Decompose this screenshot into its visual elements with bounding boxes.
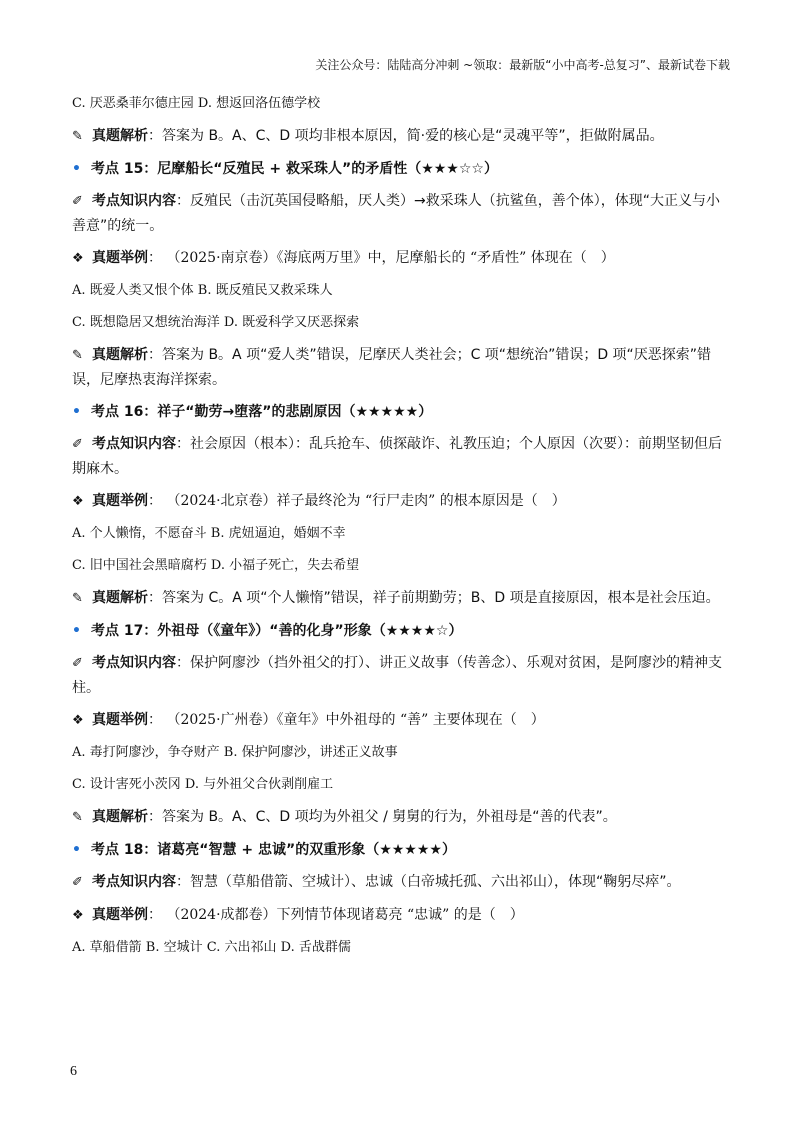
topic-17-example: ❖ 真题举例： （2025·广州卷）《童年》中外祖母的 “善” 主要体现在（ ） [72,708,732,733]
pencil-icon: ✎ [72,129,83,144]
diamond-bullet-icon: ❖ [72,251,84,266]
topic-17-analysis: ✎ 真题解析：答案为 B。A、C、D 项均为外祖父 / 舅舅的行为，外祖母是“善的代表”。 [72,805,732,830]
topic-15-options-2: C. 既想隐居又想统治海洋 D. 既爱科学又厌恶探索 [72,315,360,330]
topic-16-options-1: A. 个人懒惰，不愿奋斗 B. 虎妞逼迫，婚姻不幸 [72,526,346,541]
topic-15-title: • 考点 15：尼摩船长“反殖民 + 救采珠人”的矛盾性（★★★☆☆） [72,161,498,177]
pencil-writing-icon: ✐ [72,437,83,452]
topic-15-example: ❖ 真题举例： （2025·南京卷）《海底两万里》中，尼摩船长的 “矛盾性” 体现在（ ） [72,246,732,271]
diamond-bullet-icon: ❖ [72,713,84,728]
topic-17-knowledge: ✐ 考点知识内容：保护阿廖沙（挡外祖父的打）、讲正义故事（传善念）、乐观对贫困，是阿廖沙的精神支柱。 [72,651,732,700]
prev-options: C. 厌恶桑菲尔德庄园 D. 想返回洛伍德学校 [72,96,321,111]
topic-16-analysis: ✎ 真题解析：答案为 C。A 项“个人懒惰”错误，祥子前期勤劳；B、D 项是直接原因，根本是社会压迫。 [72,586,732,611]
pencil-icon: ✎ [72,810,83,825]
topic-15-knowledge: ✐ 考点知识内容：反殖民（击沉英国侵略船，厌人类）→救采珠人（抗鲨鱼，善个体），体现“大正义与小善意”的统一。 [72,189,732,238]
diamond-bullet-icon: ❖ [72,908,84,923]
pencil-writing-icon: ✐ [72,656,83,671]
topic-17-options-1: A. 毒打阿廖沙，争夺财产 B. 保护阿廖沙，讲述正义故事 [72,745,398,760]
prev-analysis: ✎ 真题解析：答案为 B。A、C、D 项均非根本原因，简·爱的核心是“灵魂平等”，拒做附属品。 [72,124,732,149]
pencil-writing-icon: ✐ [72,194,83,209]
topic-16-example: ❖ 真题举例： （2024·北京卷）祥子最终沦为 “行尸走肉” 的根本原因是（ ） [72,489,732,514]
document-body [72,92,732,968]
bullet-dot-icon: • [72,842,81,858]
diamond-bullet-icon: ❖ [72,494,84,509]
bullet-dot-icon: • [72,404,81,420]
topic-18-options-1: A. 草船借箭 B. 空城计 C. 六出祁山 D. 舌战群儒 [72,940,351,955]
pencil-icon: ✎ [72,591,83,606]
topic-16-knowledge: ✐ 考点知识内容：社会原因（根本）：乱兵抢车、侦探敲诈、礼教压迫；个人原因（次要）：前期坚韧但后期麻木。 [72,432,732,481]
topic-18-title: • 考点 18：诸葛亮“智慧 + 忠诚”的双重形象（★★★★★） [72,842,456,858]
topic-18-example: ❖ 真题举例： （2024·成都卷）下列情节体现诸葛亮 “忠诚” 的是（ ） [72,903,732,928]
topic-15-analysis: ✎ 真题解析：答案为 B。A 项“爱人类”错误，尼摩厌人类社会；C 项“想统治”错误；D 项“厌恶探索”错误，尼摩热衷海洋探索。 [72,343,732,392]
topic-16-options-2: C. 旧中国社会黑暗腐朽 D. 小福子死亡，失去希望 [72,558,360,573]
topic-17-title: • 考点 17：外祖母（《童年》）“善的化身”形象（★★★★☆） [72,623,463,639]
topic-17-options-2: C. 设计害死小茨冈 D. 与外祖父合伙剥削雇工 [72,777,334,792]
topic-16-title: • 考点 16：祥子“勤劳→堕落”的悲剧原因（★★★★★） [72,404,433,420]
bullet-dot-icon: • [72,623,81,639]
pencil-icon: ✎ [72,348,83,363]
topic-15-options-1: A. 既爱人类又恨个体 B. 既反殖民又救采珠人 [72,283,333,298]
pencil-writing-icon: ✐ [72,875,83,890]
page-number: 6 [70,1064,77,1079]
topic-18-knowledge: ✐ 考点知识内容：智慧（草船借箭、空城计）、忠诚（白帝城托孤、六出祁山），体现“鞠躬尽瘁”。 [72,870,732,895]
bullet-dot-icon: • [72,161,81,177]
page-header: 关注公众号：陆陆高分冲刺 ~领取：最新版“小中高考-总复习”、最新试卷下载 [315,58,730,72]
